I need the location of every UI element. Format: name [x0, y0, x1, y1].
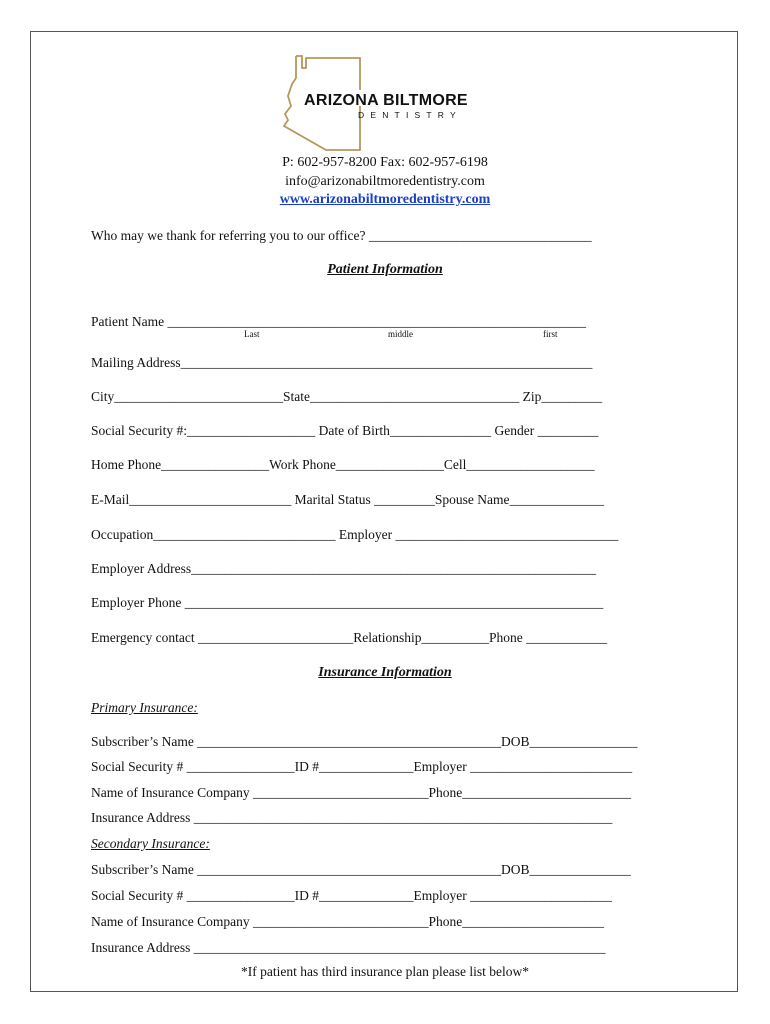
- name-sub-first: first: [543, 329, 558, 339]
- primary-address-field[interactable]: Insurance Address ______________________________________________________________: [91, 810, 613, 825]
- occupation-employer-field[interactable]: Occupation___________________________ Employer _________________________________: [91, 527, 619, 542]
- employer-phone-field[interactable]: Employer Phone ______________________________________________________________: [91, 595, 604, 610]
- emergency-contact-field[interactable]: Emergency contact _______________________Relationship__________Phone ____________: [91, 630, 608, 645]
- primary-ssn-field[interactable]: Social Security # ________________ID #______________Employer ________________________: [91, 759, 633, 774]
- logo-name-line1: ARIZONA BILTMORE: [304, 92, 468, 109]
- secondary-address-field[interactable]: Insurance Address _____________________________________________________________: [91, 940, 606, 955]
- secondary-subscriber-field[interactable]: Subscriber’s Name _____________________________________________DOB_______________: [91, 862, 631, 877]
- email-address: info@arizonabiltmoredentistry.com: [285, 174, 485, 189]
- mailing-address-field[interactable]: Mailing Address_____________________________________________________________: [91, 355, 593, 370]
- name-sub-last: Last: [244, 329, 260, 339]
- patient-section-title: Patient Information: [327, 262, 443, 277]
- phone-fax: P: 602-957-8200 Fax: 602-957-6198: [282, 155, 488, 170]
- employer-address-field[interactable]: Employer Address____________________________________________________________: [91, 561, 597, 576]
- city-state-zip-field[interactable]: City_________________________State_______________________________ Zip_________: [91, 389, 603, 404]
- referral-line[interactable]: Who may we thank for referring you to our office? _________________________________: [91, 228, 592, 243]
- patient-name-field[interactable]: Patient Name ______________________________________________________________: [91, 314, 586, 329]
- secondary-company-field[interactable]: Name of Insurance Company __________________________Phone_____________________: [91, 914, 604, 929]
- insurance-section-title: Insurance Information: [318, 665, 452, 680]
- primary-subscriber-field[interactable]: Subscriber’s Name _____________________________________________DOB________________: [91, 734, 638, 749]
- name-sub-middle: middle: [388, 329, 413, 339]
- primary-insurance-label: Primary Insurance:: [91, 700, 198, 715]
- ssn-dob-gender-field[interactable]: Social Security #:___________________ Date of Birth_______________ Gender _________: [91, 423, 599, 438]
- logo-name-line2: DENTISTRY: [358, 110, 462, 120]
- phones-field[interactable]: Home Phone________________Work Phone________________Cell___________________: [91, 457, 595, 472]
- website-link[interactable]: www.arizonabiltmoredentistry.com: [279, 192, 491, 207]
- third-insurance-note: *If patient has third insurance plan please list below*: [241, 964, 529, 979]
- primary-company-field[interactable]: Name of Insurance Company __________________________Phone_________________________: [91, 785, 631, 800]
- secondary-insurance-label: Secondary Insurance:: [91, 836, 210, 851]
- email-marital-field[interactable]: E-Mail________________________ Marital Status _________Spouse Name______________: [91, 492, 604, 507]
- secondary-ssn-field[interactable]: Social Security # ________________ID #______________Employer _____________________: [91, 888, 612, 903]
